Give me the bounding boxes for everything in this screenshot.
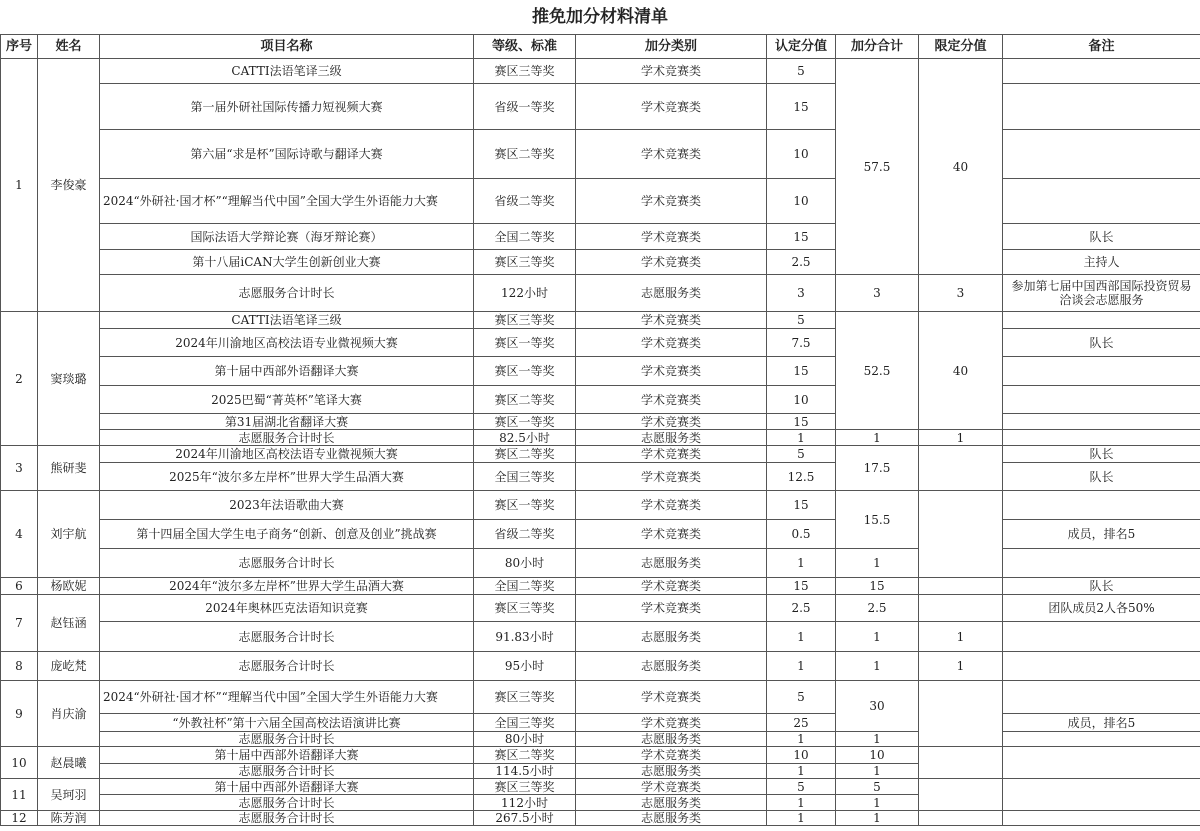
- name-cell: 肖庆渝: [38, 681, 100, 747]
- note-cell: 成员，排名5: [1003, 520, 1200, 549]
- table-row: [1, 179, 1200, 224]
- project-cell: 2024年川渝地区高校法语专业微视频大赛: [100, 329, 474, 357]
- project-cell: CATTI法语笔译三级: [100, 59, 474, 84]
- project-cell: 2024“外研社·国才杯”“理解当代中国”全国大学生外语能力大赛: [100, 681, 474, 714]
- score-cell: 5: [767, 312, 836, 329]
- project-cell: 2024年川渝地区高校法语专业微视频大赛: [100, 446, 474, 463]
- project-cell: 志愿服务合计时长: [100, 430, 474, 446]
- total-cell: 1: [836, 811, 919, 826]
- table-row: [1, 386, 1200, 414]
- total-cell: 30: [836, 681, 919, 732]
- score-cell: 10: [767, 386, 836, 414]
- category-cell: 志愿服务类: [576, 764, 767, 779]
- category-cell: 志愿服务类: [576, 795, 767, 811]
- score-cell: 10: [767, 747, 836, 764]
- total-cell: 57.5: [836, 59, 919, 275]
- score-cell: 10: [767, 179, 836, 224]
- category-cell: 志愿服务类: [576, 732, 767, 747]
- project-cell: 志愿服务合计时长: [100, 795, 474, 811]
- category-cell: 学术竞赛类: [576, 714, 767, 732]
- seq-cell: 2: [1, 312, 38, 446]
- category-cell: 学术竞赛类: [576, 179, 767, 224]
- total-cell: 1: [836, 795, 919, 811]
- limit-cell: 1: [919, 652, 1003, 681]
- level-cell: 全国二等奖: [474, 224, 576, 250]
- total-cell: 52.5: [836, 312, 919, 430]
- level-cell: 省级一等奖: [474, 84, 576, 130]
- table-row: [1, 595, 1200, 622]
- name-cell: 杨欧妮: [38, 578, 100, 595]
- score-cell: 15: [767, 357, 836, 386]
- score-cell: 15: [767, 578, 836, 595]
- note-cell: [1003, 179, 1200, 224]
- score-cell: 25: [767, 714, 836, 732]
- level-cell: 赛区三等奖: [474, 312, 576, 329]
- level-cell: 全国二等奖: [474, 578, 576, 595]
- note-cell: 队长: [1003, 329, 1200, 357]
- level-cell: 赛区三等奖: [474, 250, 576, 275]
- category-cell: 志愿服务类: [576, 652, 767, 681]
- level-cell: 122小时: [474, 275, 576, 312]
- header-seq: 序号: [1, 35, 38, 59]
- limit-cell: [919, 811, 1003, 826]
- category-cell: 学术竞赛类: [576, 747, 767, 764]
- level-cell: 267.5小时: [474, 811, 576, 826]
- project-cell: 志愿服务合计时长: [100, 811, 474, 826]
- category-cell: 志愿服务类: [576, 811, 767, 826]
- score-cell: 1: [767, 622, 836, 652]
- note-cell: [1003, 779, 1200, 811]
- project-cell: 2023年法语歌曲大赛: [100, 491, 474, 520]
- level-cell: 省级二等奖: [474, 520, 576, 549]
- table-row: [1, 811, 1200, 826]
- name-cell: 赵钰涵: [38, 595, 100, 652]
- category-cell: 志愿服务类: [576, 275, 767, 312]
- note-cell: [1003, 59, 1200, 84]
- note-cell: 队长: [1003, 463, 1200, 491]
- project-cell: 2024年奥林匹克法语知识竞赛: [100, 595, 474, 622]
- score-cell: 15: [767, 84, 836, 130]
- score-cell: 5: [767, 779, 836, 795]
- header-note: 备注: [1003, 35, 1200, 59]
- project-cell: 志愿服务合计时长: [100, 275, 474, 312]
- table-row: [1, 275, 1200, 312]
- note-cell: [1003, 732, 1200, 747]
- category-cell: 学术竞赛类: [576, 446, 767, 463]
- project-cell: 第十八届iCAN大学生创新创业大赛: [100, 250, 474, 275]
- category-cell: 学术竞赛类: [576, 59, 767, 84]
- limit-cell: 40: [919, 59, 1003, 275]
- note-cell: [1003, 681, 1200, 714]
- total-cell: 3: [836, 275, 919, 312]
- note-cell: 主持人: [1003, 250, 1200, 275]
- table-row: [1, 491, 1200, 520]
- note-cell: 队长: [1003, 578, 1200, 595]
- category-cell: 学术竞赛类: [576, 578, 767, 595]
- score-cell: 5: [767, 446, 836, 463]
- limit-cell: [919, 446, 1003, 491]
- score-cell: 1: [767, 430, 836, 446]
- note-cell: [1003, 430, 1200, 446]
- score-cell: 15: [767, 224, 836, 250]
- category-cell: 学术竞赛类: [576, 491, 767, 520]
- header-limit: 限定分值: [919, 35, 1003, 59]
- note-cell: [1003, 747, 1200, 779]
- score-cell: 2.5: [767, 250, 836, 275]
- level-cell: 80小时: [474, 732, 576, 747]
- table-row: [1, 59, 1200, 84]
- total-cell: 2.5: [836, 595, 919, 622]
- note-cell: 参加第七届中国西部国际投资贸易洽谈会志愿服务: [1003, 275, 1200, 312]
- name-cell: 庞屹梵: [38, 652, 100, 681]
- table-row: [1, 414, 1200, 430]
- header-category: 加分类别: [576, 35, 767, 59]
- score-cell: 1: [767, 732, 836, 747]
- limit-cell: [919, 779, 1003, 811]
- category-cell: 学术竞赛类: [576, 130, 767, 179]
- level-cell: 赛区二等奖: [474, 747, 576, 764]
- table-row: [1, 652, 1200, 681]
- header-project: 项目名称: [100, 35, 474, 59]
- level-cell: 赛区二等奖: [474, 130, 576, 179]
- project-cell: 志愿服务合计时长: [100, 652, 474, 681]
- project-cell: 第一届外研社国际传播力短视频大赛: [100, 84, 474, 130]
- seq-cell: 8: [1, 652, 38, 681]
- table-row: [1, 681, 1200, 714]
- category-cell: 志愿服务类: [576, 549, 767, 578]
- project-cell: 第十届中西部外语翻译大赛: [100, 779, 474, 795]
- table-row: [1, 430, 1200, 446]
- score-cell: 15: [767, 491, 836, 520]
- sheet-title: 推免加分材料清单: [532, 7, 668, 27]
- score-cell: 2.5: [767, 595, 836, 622]
- score-cell: 5: [767, 681, 836, 714]
- category-cell: 学术竞赛类: [576, 681, 767, 714]
- name-cell: 吴珂羽: [38, 779, 100, 811]
- project-cell: 国际法语大学辩论赛（海牙辩论赛）: [100, 224, 474, 250]
- header-row: [1, 35, 1200, 59]
- score-cell: 12.5: [767, 463, 836, 491]
- project-cell: 2024“外研社·国才杯”“理解当代中国”全国大学生外语能力大赛: [100, 179, 474, 224]
- note-cell: [1003, 622, 1200, 652]
- total-cell: 5: [836, 779, 919, 795]
- note-cell: [1003, 84, 1200, 130]
- materials-table: [0, 34, 1200, 826]
- name-cell: 赵晨曦: [38, 747, 100, 779]
- table-row: [1, 84, 1200, 130]
- score-cell: 1: [767, 549, 836, 578]
- category-cell: 学术竞赛类: [576, 84, 767, 130]
- note-cell: 队长: [1003, 224, 1200, 250]
- score-cell: 1: [767, 652, 836, 681]
- header-name: 姓名: [38, 35, 100, 59]
- table-row: [1, 446, 1200, 463]
- level-cell: 赛区三等奖: [474, 59, 576, 84]
- score-cell: 1: [767, 764, 836, 779]
- level-cell: 80小时: [474, 549, 576, 578]
- category-cell: 学术竞赛类: [576, 414, 767, 430]
- name-cell: 熊研斐: [38, 446, 100, 491]
- total-cell: 1: [836, 764, 919, 779]
- project-cell: 志愿服务合计时长: [100, 732, 474, 747]
- score-cell: 0.5: [767, 520, 836, 549]
- total-cell: 10: [836, 747, 919, 764]
- score-cell: 10: [767, 130, 836, 179]
- limit-cell: 3: [919, 275, 1003, 312]
- category-cell: 学术竞赛类: [576, 520, 767, 549]
- level-cell: 省级二等奖: [474, 179, 576, 224]
- project-cell: 第十届中西部外语翻译大赛: [100, 357, 474, 386]
- table-row: [1, 549, 1200, 578]
- total-cell: 15: [836, 578, 919, 595]
- category-cell: 学术竞赛类: [576, 224, 767, 250]
- category-cell: 志愿服务类: [576, 430, 767, 446]
- project-cell: 第31届湖北省翻译大赛: [100, 414, 474, 430]
- total-cell: 1: [836, 622, 919, 652]
- note-cell: [1003, 414, 1200, 430]
- category-cell: 学术竞赛类: [576, 312, 767, 329]
- note-cell: [1003, 549, 1200, 578]
- name-cell: 陈芳润: [38, 811, 100, 826]
- total-cell: 1: [836, 549, 919, 578]
- limit-cell: 1: [919, 430, 1003, 446]
- note-cell: [1003, 312, 1200, 329]
- note-cell: 成员，排名5: [1003, 714, 1200, 732]
- level-cell: 112小时: [474, 795, 576, 811]
- seq-cell: 10: [1, 747, 38, 779]
- score-cell: 1: [767, 795, 836, 811]
- seq-cell: 11: [1, 779, 38, 811]
- seq-cell: 3: [1, 446, 38, 491]
- table-row: [1, 329, 1200, 357]
- total-cell: 1: [836, 652, 919, 681]
- category-cell: 学术竞赛类: [576, 779, 767, 795]
- category-cell: 学术竞赛类: [576, 329, 767, 357]
- note-cell: [1003, 652, 1200, 681]
- level-cell: 赛区三等奖: [474, 779, 576, 795]
- project-cell: 志愿服务合计时长: [100, 764, 474, 779]
- limit-cell: [919, 747, 1003, 779]
- level-cell: 114.5小时: [474, 764, 576, 779]
- level-cell: 赛区二等奖: [474, 386, 576, 414]
- note-cell: 团队成员2人各50%: [1003, 595, 1200, 622]
- level-cell: 赛区一等奖: [474, 491, 576, 520]
- project-cell: 2025年“波尔多左岸杯”世界大学生品酒大赛: [100, 463, 474, 491]
- project-cell: 2025巴蜀“菁英杯”笔译大赛: [100, 386, 474, 414]
- level-cell: 82.5小时: [474, 430, 576, 446]
- project-cell: 第十四届全国大学生电子商务“创新、创意及创业”挑战赛: [100, 520, 474, 549]
- seq-cell: 4: [1, 491, 38, 578]
- seq-cell: 6: [1, 578, 38, 595]
- level-cell: 赛区三等奖: [474, 681, 576, 714]
- seq-cell: 7: [1, 595, 38, 652]
- level-cell: 95小时: [474, 652, 576, 681]
- note-cell: 队长: [1003, 446, 1200, 463]
- header-total: 加分合计: [836, 35, 919, 59]
- project-cell: 志愿服务合计时长: [100, 622, 474, 652]
- score-cell: 15: [767, 414, 836, 430]
- name-cell: 李俊豪: [38, 59, 100, 312]
- table-row: [1, 520, 1200, 549]
- total-cell: 1: [836, 732, 919, 747]
- table-row: [1, 622, 1200, 652]
- name-cell: 窦琰璐: [38, 312, 100, 446]
- level-cell: 91.83小时: [474, 622, 576, 652]
- category-cell: 学术竞赛类: [576, 595, 767, 622]
- category-cell: 学术竞赛类: [576, 357, 767, 386]
- project-cell: 志愿服务合计时长: [100, 549, 474, 578]
- note-cell: [1003, 130, 1200, 179]
- note-cell: [1003, 386, 1200, 414]
- table-row: [1, 463, 1200, 491]
- total-cell: 1: [836, 430, 919, 446]
- category-cell: 学术竞赛类: [576, 463, 767, 491]
- table-row: [1, 779, 1200, 795]
- limit-cell: 40: [919, 312, 1003, 430]
- table-row: [1, 250, 1200, 275]
- limit-cell: [919, 491, 1003, 578]
- table-row: [1, 578, 1200, 595]
- level-cell: 全国三等奖: [474, 714, 576, 732]
- score-cell: 5: [767, 59, 836, 84]
- project-cell: 第六届“求是杯”国际诗歌与翻译大赛: [100, 130, 474, 179]
- score-cell: 1: [767, 811, 836, 826]
- seq-cell: 9: [1, 681, 38, 747]
- note-cell: [1003, 491, 1200, 520]
- score-cell: 3: [767, 275, 836, 312]
- project-cell: “外教社杯”第十六届全国高校法语演讲比赛: [100, 714, 474, 732]
- level-cell: 赛区一等奖: [474, 357, 576, 386]
- level-cell: 全国三等奖: [474, 463, 576, 491]
- name-cell: 刘宇航: [38, 491, 100, 578]
- total-cell: 15.5: [836, 491, 919, 549]
- note-cell: [1003, 357, 1200, 386]
- table-row: [1, 224, 1200, 250]
- table-row: [1, 357, 1200, 386]
- category-cell: 学术竞赛类: [576, 250, 767, 275]
- limit-cell: [919, 578, 1003, 595]
- level-cell: 赛区一等奖: [474, 329, 576, 357]
- level-cell: 赛区一等奖: [474, 414, 576, 430]
- header-score: 认定分值: [767, 35, 836, 59]
- table-row: [1, 130, 1200, 179]
- project-cell: 2024年“波尔多左岸杯”世界大学生品酒大赛: [100, 578, 474, 595]
- limit-cell: [919, 595, 1003, 622]
- note-cell: [1003, 811, 1200, 826]
- header-level: 等级、标准: [474, 35, 576, 59]
- project-cell: CATTI法语笔译三级: [100, 312, 474, 329]
- category-cell: 学术竞赛类: [576, 386, 767, 414]
- score-cell: 7.5: [767, 329, 836, 357]
- table-row: [1, 714, 1200, 732]
- limit-cell: 1: [919, 622, 1003, 652]
- table-row: [1, 312, 1200, 329]
- seq-cell: 1: [1, 59, 38, 312]
- total-cell: 17.5: [836, 446, 919, 491]
- level-cell: 赛区二等奖: [474, 446, 576, 463]
- table-row: [1, 732, 1200, 747]
- table-row: [1, 747, 1200, 764]
- project-cell: 第十届中西部外语翻译大赛: [100, 747, 474, 764]
- category-cell: 志愿服务类: [576, 622, 767, 652]
- seq-cell: 12: [1, 811, 38, 826]
- level-cell: 赛区三等奖: [474, 595, 576, 622]
- limit-cell: [919, 681, 1003, 747]
